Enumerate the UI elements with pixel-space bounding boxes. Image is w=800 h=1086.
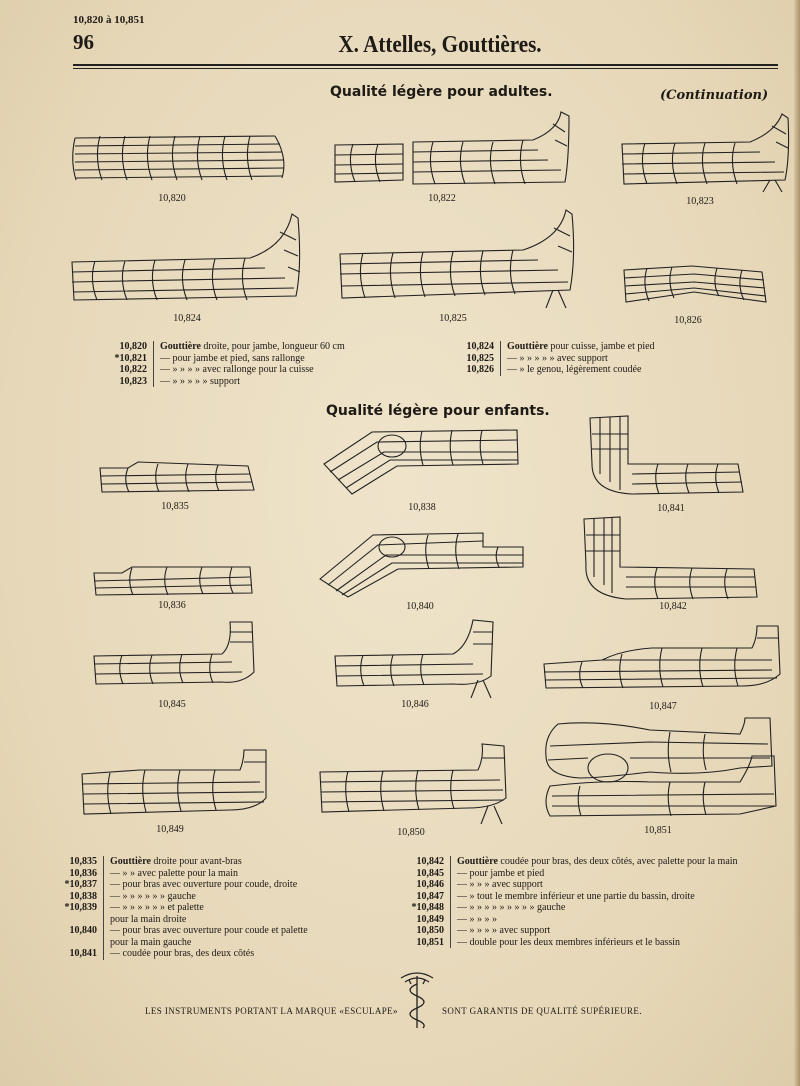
description-row: 10,845 — pour jambe et pied bbox=[382, 868, 738, 880]
page-number: 96 bbox=[73, 30, 94, 54]
splint-figure-10823 bbox=[620, 112, 795, 194]
figure-label-10836: 10,836 bbox=[158, 600, 186, 611]
figure-label-10850: 10,850 bbox=[397, 827, 425, 838]
splint-figure-10849 bbox=[80, 748, 272, 816]
continuation-note: (Continuation) bbox=[660, 88, 769, 103]
splint-figure-10846 bbox=[333, 618, 498, 700]
description-row: 10,836 — » » avec palette pour la main bbox=[35, 868, 308, 880]
splint-figure-10840 bbox=[318, 527, 528, 599]
item-range: 10,820 à 10,851 bbox=[73, 14, 145, 26]
splint-figure-10838 bbox=[322, 424, 522, 496]
description-row: 10,841 — coudée pour bras, des deux côtés bbox=[35, 948, 308, 960]
figure-label-10845: 10,845 bbox=[158, 699, 186, 710]
description-row: *10,821 — pour jambe et pied, sans rallonge bbox=[85, 353, 345, 365]
splint-figure-10851 bbox=[540, 716, 780, 822]
description-row: 10,826 — » le genou, légèrement coudée bbox=[432, 364, 655, 376]
figure-label-10847: 10,847 bbox=[649, 701, 677, 712]
splint-figure-10841 bbox=[588, 414, 748, 500]
description-row: 10,849 — » » » » bbox=[382, 914, 738, 926]
header-rule-thin bbox=[73, 68, 778, 69]
description-row: 10,823 — » » » » » support bbox=[85, 376, 345, 388]
description-row: pour la main droite bbox=[35, 914, 308, 926]
figure-label-10840: 10,840 bbox=[406, 601, 434, 612]
child-description-right bbox=[382, 856, 738, 948]
figure-label-10846: 10,846 bbox=[401, 699, 429, 710]
figure-label-10838: 10,838 bbox=[408, 502, 436, 513]
figure-label-10825: 10,825 bbox=[439, 313, 467, 324]
child-description-left bbox=[35, 856, 308, 960]
description-row: *10,848 — » » » » » » » » » gauche bbox=[382, 902, 738, 914]
splint-figure-10836 bbox=[92, 563, 257, 599]
splint-figure-10820 bbox=[70, 128, 290, 190]
description-row: pour la main gauche bbox=[35, 937, 308, 949]
splint-figure-10825 bbox=[338, 208, 578, 310]
header-rule bbox=[73, 64, 778, 66]
description-row: 10,822 — » » » » avec rallonge pour la cuisse bbox=[85, 364, 345, 376]
splint-figure-10842 bbox=[582, 515, 762, 601]
figure-label-10849: 10,849 bbox=[156, 824, 184, 835]
page-title: X. Attelles, Gouttières. bbox=[338, 32, 542, 58]
adult-description-right bbox=[432, 341, 655, 376]
splint-figure-10824 bbox=[70, 212, 305, 304]
description-row: *10,839 — » » » » » » et palette bbox=[35, 902, 308, 914]
footer-right: SONT GARANTIS DE QUALITÉ SUPÉRIEURE. bbox=[442, 1006, 642, 1016]
figure-label-10820: 10,820 bbox=[158, 193, 186, 204]
splint-figure-10845 bbox=[92, 620, 262, 688]
figure-label-10826: 10,826 bbox=[674, 315, 702, 326]
description-row: 10,840 — pour bras avec ouverture pour coude et palette bbox=[35, 925, 308, 937]
description-row: 10,846 — » » » avec support bbox=[382, 879, 738, 891]
description-row: 10,842 Gouttière coudée pour bras, des deux côtés, avec palette pour la main bbox=[382, 856, 738, 868]
description-row: 10,825 — » » » » » avec support bbox=[432, 353, 655, 365]
splint-figure-10826 bbox=[622, 262, 772, 314]
splint-figure-10847 bbox=[542, 624, 784, 694]
figure-label-10824: 10,824 bbox=[173, 313, 201, 324]
figure-label-10835: 10,835 bbox=[161, 501, 189, 512]
figure-label-10841: 10,841 bbox=[657, 503, 685, 514]
description-row: 10,824 Gouttière pour cuisse, jambe et pied bbox=[432, 341, 655, 353]
esculape-seal-icon bbox=[397, 970, 437, 1030]
figure-label-10842: 10,842 bbox=[659, 601, 687, 612]
adult-description-left bbox=[85, 341, 345, 387]
figure-label-10851: 10,851 bbox=[644, 825, 672, 836]
description-row: 10,850 — » » » » avec support bbox=[382, 925, 738, 937]
description-row: 10,820 Gouttière droite, pour jambe, longueur 60 cm bbox=[85, 341, 345, 353]
footer-left: LES INSTRUMENTS PORTANT LA MARQUE «ESCULAPE» bbox=[145, 1006, 398, 1016]
section-title-adults: Qualité légère pour adultes. bbox=[330, 84, 553, 100]
figure-label-10823: 10,823 bbox=[686, 196, 714, 207]
section-title-children: Qualité légère pour enfants. bbox=[326, 403, 550, 419]
splint-figure-10835 bbox=[98, 460, 258, 496]
description-row: 10,835 Gouttière droite pour avant-bras bbox=[35, 856, 308, 868]
description-row: *10,837 — pour bras avec ouverture pour coude, droite bbox=[35, 879, 308, 891]
description-row: 10,838 — » » » » » » gauche bbox=[35, 891, 308, 903]
description-row: 10,847 — » tout le membre inférieur et une partie du bassin, droite bbox=[382, 891, 738, 903]
splint-figure-10850 bbox=[318, 742, 513, 828]
description-row: 10,851 — double pour les deux membres inférieurs et le bassin bbox=[382, 937, 738, 949]
figure-label-10822: 10,822 bbox=[428, 193, 456, 204]
splint-figure-10822 bbox=[333, 110, 573, 190]
